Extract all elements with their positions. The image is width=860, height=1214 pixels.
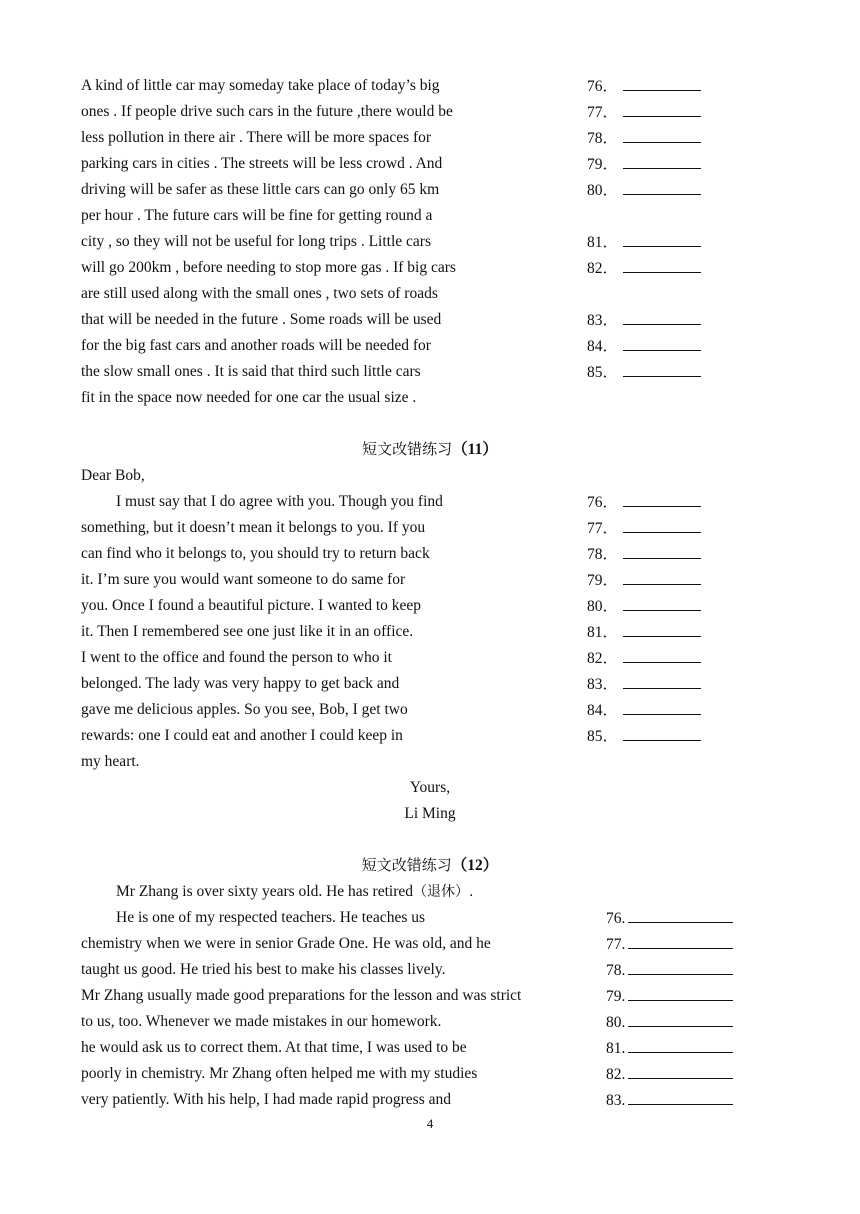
answer-slot[interactable]: 76. bbox=[606, 908, 733, 929]
answer-blank[interactable] bbox=[623, 102, 701, 117]
text-line: driving will be safer as these little cars can go only 65 km bbox=[81, 181, 440, 198]
answer-blank[interactable] bbox=[623, 570, 701, 585]
text-line: belonged. The lady was very happy to get back and bbox=[81, 675, 400, 692]
answer-blank[interactable] bbox=[628, 934, 733, 949]
answer-blank[interactable] bbox=[623, 336, 701, 351]
section-title: 短文改错练习（12） bbox=[361, 856, 499, 874]
answer-blank[interactable] bbox=[623, 258, 701, 273]
answer-blank[interactable] bbox=[623, 128, 701, 143]
answer-slot[interactable]: 84． bbox=[587, 336, 701, 357]
answer-blank[interactable] bbox=[623, 518, 701, 533]
text-line: for the big fast cars and another roads will be needed for bbox=[81, 337, 431, 354]
text-line: chemistry when we were in senior Grade One. He was old, and he bbox=[81, 935, 491, 952]
answer-blank[interactable] bbox=[623, 622, 701, 637]
answer-blank[interactable] bbox=[623, 674, 701, 689]
text-line: parking cars in cities . The streets will be less crowd . And bbox=[81, 155, 443, 172]
section-title: 短文改错练习（11） bbox=[362, 440, 498, 458]
text-line: to us, too. Whenever we made mistakes in our homework. bbox=[81, 1013, 442, 1030]
answer-blank[interactable] bbox=[628, 986, 733, 1001]
page-number: 4 bbox=[426, 1116, 434, 1131]
answer-slot[interactable]: 82． bbox=[587, 258, 701, 279]
text-line: ones . If people drive such cars in the future ,there would be bbox=[81, 103, 453, 120]
answer-blank[interactable] bbox=[623, 76, 701, 91]
answer-slot[interactable]: 76． bbox=[587, 76, 701, 97]
text-line: He is one of my respected teachers. He teaches us bbox=[116, 909, 426, 926]
text-line: A kind of little car may someday take place of today’s big bbox=[81, 77, 440, 94]
text-line: the slow small ones . It is said that third such little cars bbox=[81, 363, 421, 380]
answer-blank[interactable] bbox=[623, 544, 701, 559]
answer-blank[interactable] bbox=[623, 726, 701, 741]
answer-slot[interactable]: 78． bbox=[587, 128, 701, 149]
text-line: that will be needed in the future . Some roads will be used bbox=[81, 311, 442, 328]
answer-slot[interactable]: 79． bbox=[587, 570, 701, 591]
text-line: Mr Zhang usually made good preparations for the lesson and was strict bbox=[81, 987, 522, 1004]
answer-blank[interactable] bbox=[623, 154, 701, 169]
answer-slot[interactable]: 81． bbox=[587, 622, 701, 643]
answer-blank[interactable] bbox=[628, 960, 733, 975]
answer-slot[interactable]: 76． bbox=[587, 492, 701, 513]
text-line: taught us good. He tried his best to make his classes lively. bbox=[81, 961, 446, 978]
answer-slot[interactable]: 78. bbox=[606, 960, 733, 981]
answer-slot[interactable]: 83. bbox=[606, 1090, 733, 1111]
text-line: per hour . The future cars will be fine for getting round a bbox=[81, 207, 433, 224]
answer-slot[interactable]: 80． bbox=[587, 180, 701, 201]
answer-blank[interactable] bbox=[628, 1038, 733, 1053]
text-line: poorly in chemistry. Mr Zhang often helped me with my studies bbox=[81, 1065, 478, 1082]
answer-slot[interactable]: 82. bbox=[606, 1064, 733, 1085]
text-line: will go 200km , before needing to stop more gas . If big cars bbox=[81, 259, 456, 276]
intro-line: Mr Zhang is over sixty years old. He has retired（退休）. bbox=[116, 883, 474, 900]
answer-slot[interactable]: 78． bbox=[587, 544, 701, 565]
text-line: less pollution in there air . There will be more spaces for bbox=[81, 129, 432, 146]
answer-slot[interactable]: 80. bbox=[606, 1012, 733, 1033]
text-line: fit in the space now needed for one car the usual size . bbox=[81, 389, 417, 406]
answer-slot[interactable]: 83． bbox=[587, 310, 701, 331]
answer-slot[interactable]: 81. bbox=[606, 1038, 733, 1059]
answer-blank[interactable] bbox=[623, 310, 701, 325]
answer-blank[interactable] bbox=[623, 700, 701, 715]
text-line: you. Once I found a beautiful picture. I wanted to keep bbox=[81, 597, 422, 614]
answer-blank[interactable] bbox=[623, 492, 701, 507]
text-line: very patiently. With his help, I had made rapid progress and bbox=[81, 1091, 451, 1108]
answer-blank[interactable] bbox=[628, 1064, 733, 1079]
text-line: rewards: one I could eat and another I could keep in bbox=[81, 727, 403, 744]
letter-closing: Yours, bbox=[409, 779, 451, 796]
answer-blank[interactable] bbox=[623, 648, 701, 663]
answer-slot[interactable]: 79. bbox=[606, 986, 733, 1007]
answer-blank[interactable] bbox=[628, 1090, 733, 1105]
text-line: are still used along with the small ones , two sets of roads bbox=[81, 285, 438, 302]
answer-slot[interactable]: 77． bbox=[587, 518, 701, 539]
answer-slot[interactable]: 85． bbox=[587, 362, 701, 383]
answer-slot[interactable]: 84． bbox=[587, 700, 701, 721]
text-line: city , so they will not be useful for long trips . Little cars bbox=[81, 233, 431, 250]
letter-signature: Li Ming bbox=[404, 805, 456, 822]
answer-slot[interactable]: 83． bbox=[587, 674, 701, 695]
text-line: it. I’m sure you would want someone to do same for bbox=[81, 571, 406, 588]
text-line: gave me delicious apples. So you see, Bob, I get two bbox=[81, 701, 408, 718]
answer-blank[interactable] bbox=[623, 232, 701, 247]
answer-slot[interactable]: 81． bbox=[587, 232, 701, 253]
answer-blank[interactable] bbox=[628, 1012, 733, 1027]
answer-blank[interactable] bbox=[628, 908, 733, 923]
text-line: it. Then I remembered see one just like it in an office. bbox=[81, 623, 414, 640]
answer-slot[interactable]: 82． bbox=[587, 648, 701, 669]
text-line: can find who it belongs to, you should try to return back bbox=[81, 545, 430, 562]
answer-slot[interactable]: 79． bbox=[587, 154, 701, 175]
text-line: something, but it doesn’t mean it belongs to you. If you bbox=[81, 519, 426, 536]
answer-blank[interactable] bbox=[623, 362, 701, 377]
answer-slot[interactable]: 77． bbox=[587, 102, 701, 123]
answer-slot[interactable]: 80． bbox=[587, 596, 701, 617]
text-line: he would ask us to correct them. At that time, I was used to be bbox=[81, 1039, 467, 1056]
answer-slot[interactable]: 77. bbox=[606, 934, 733, 955]
text-line: I went to the office and found the person to who it bbox=[81, 649, 392, 666]
letter-greeting: Dear Bob, bbox=[81, 467, 145, 484]
text-line: I must say that I do agree with you. Though you find bbox=[116, 493, 443, 510]
text-line: my heart. bbox=[81, 753, 140, 770]
answer-slot[interactable]: 85． bbox=[587, 726, 701, 747]
answer-blank[interactable] bbox=[623, 180, 701, 195]
answer-blank[interactable] bbox=[623, 596, 701, 611]
